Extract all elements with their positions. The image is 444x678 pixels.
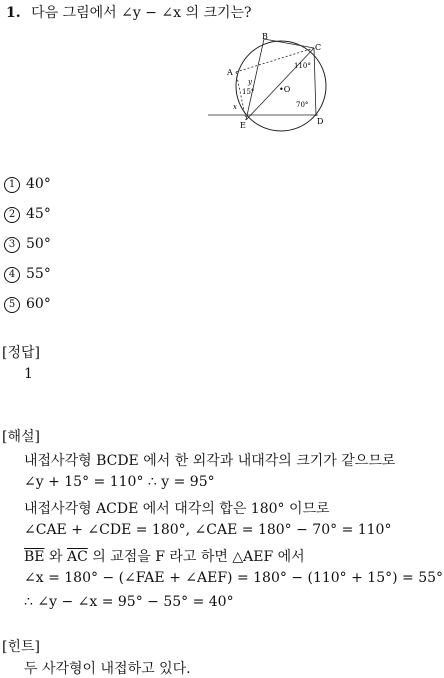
- choice-mark: 1: [4, 177, 20, 193]
- angle-15: 15°: [242, 88, 255, 96]
- label-b: B: [262, 32, 268, 41]
- segment-and: 와: [48, 549, 63, 565]
- segment-bc: [264, 39, 314, 48]
- question: [6, 2, 252, 22]
- segment-intersection-text: 의 교점을 F 라고 하면 △AEF 에서: [92, 549, 305, 565]
- segment-be-label: $\overline{BE}$: [24, 549, 45, 565]
- choice-mark: 4: [4, 267, 20, 283]
- segment-cd: [314, 48, 316, 116]
- solution-line-4: ∠CAE + ∠CDE = 180°, ∠CAE = 180° − 70° = 110°: [24, 522, 392, 538]
- choice-2: [4, 206, 51, 223]
- solution-line-1: 내접사각형 BCDE 에서 한 외각과 내대각의 크기가 같으므로: [24, 453, 396, 469]
- angle-110: 110°: [294, 62, 311, 70]
- angle-y: y: [248, 78, 252, 86]
- choice-5: [4, 296, 51, 313]
- hint-label: [힌트]: [2, 639, 40, 655]
- solution-label: [해설]: [2, 429, 40, 445]
- segment-ac-label: $\overline{AC}$: [66, 549, 88, 565]
- label-o: •O: [279, 85, 291, 94]
- hint-text: 두 사각형이 내접하고 있다.: [24, 661, 191, 677]
- choice-mark: 2: [4, 207, 20, 223]
- geometry-figure: [206, 30, 330, 134]
- solution-line-7: ∴ ∠y − ∠x = 95° − 55° = 40°: [24, 594, 234, 610]
- solution-line-6: ∠x = 180° − (∠FAE + ∠AEF) = 180° − (110° + 15°) = 55°: [24, 570, 444, 586]
- solution-line-5: [24, 546, 305, 566]
- choice-mark: 5: [4, 297, 20, 313]
- choice-text: 40°: [26, 176, 51, 192]
- question-number: 1.: [6, 5, 21, 21]
- choice-text: 60°: [26, 296, 51, 312]
- choice-mark: 3: [4, 237, 20, 253]
- choice-3: [4, 236, 51, 253]
- answer-value: 1: [24, 366, 33, 382]
- choice-text: 55°: [26, 266, 51, 282]
- label-a: A: [227, 68, 233, 77]
- label-c: C: [315, 43, 322, 52]
- choice-text: 50°: [26, 236, 51, 252]
- solution-line-2: ∠y + 15° = 110° ∴ y = 95°: [24, 474, 215, 490]
- angle-70: 70°: [296, 101, 309, 109]
- choice-text: 45°: [26, 206, 51, 222]
- choice-4: [4, 266, 51, 283]
- angle-x: x: [233, 103, 237, 111]
- solution-line-3: 내접사각형 ACDE 에서 대각의 합은 180° 이므로: [24, 501, 330, 517]
- question-text: 다음 그림에서 ∠y − ∠x 의 크기는?: [31, 5, 252, 21]
- label-e: E: [240, 121, 246, 130]
- choice-1: [4, 176, 51, 193]
- label-d: D: [317, 117, 324, 126]
- answer-label: [정답]: [2, 345, 40, 361]
